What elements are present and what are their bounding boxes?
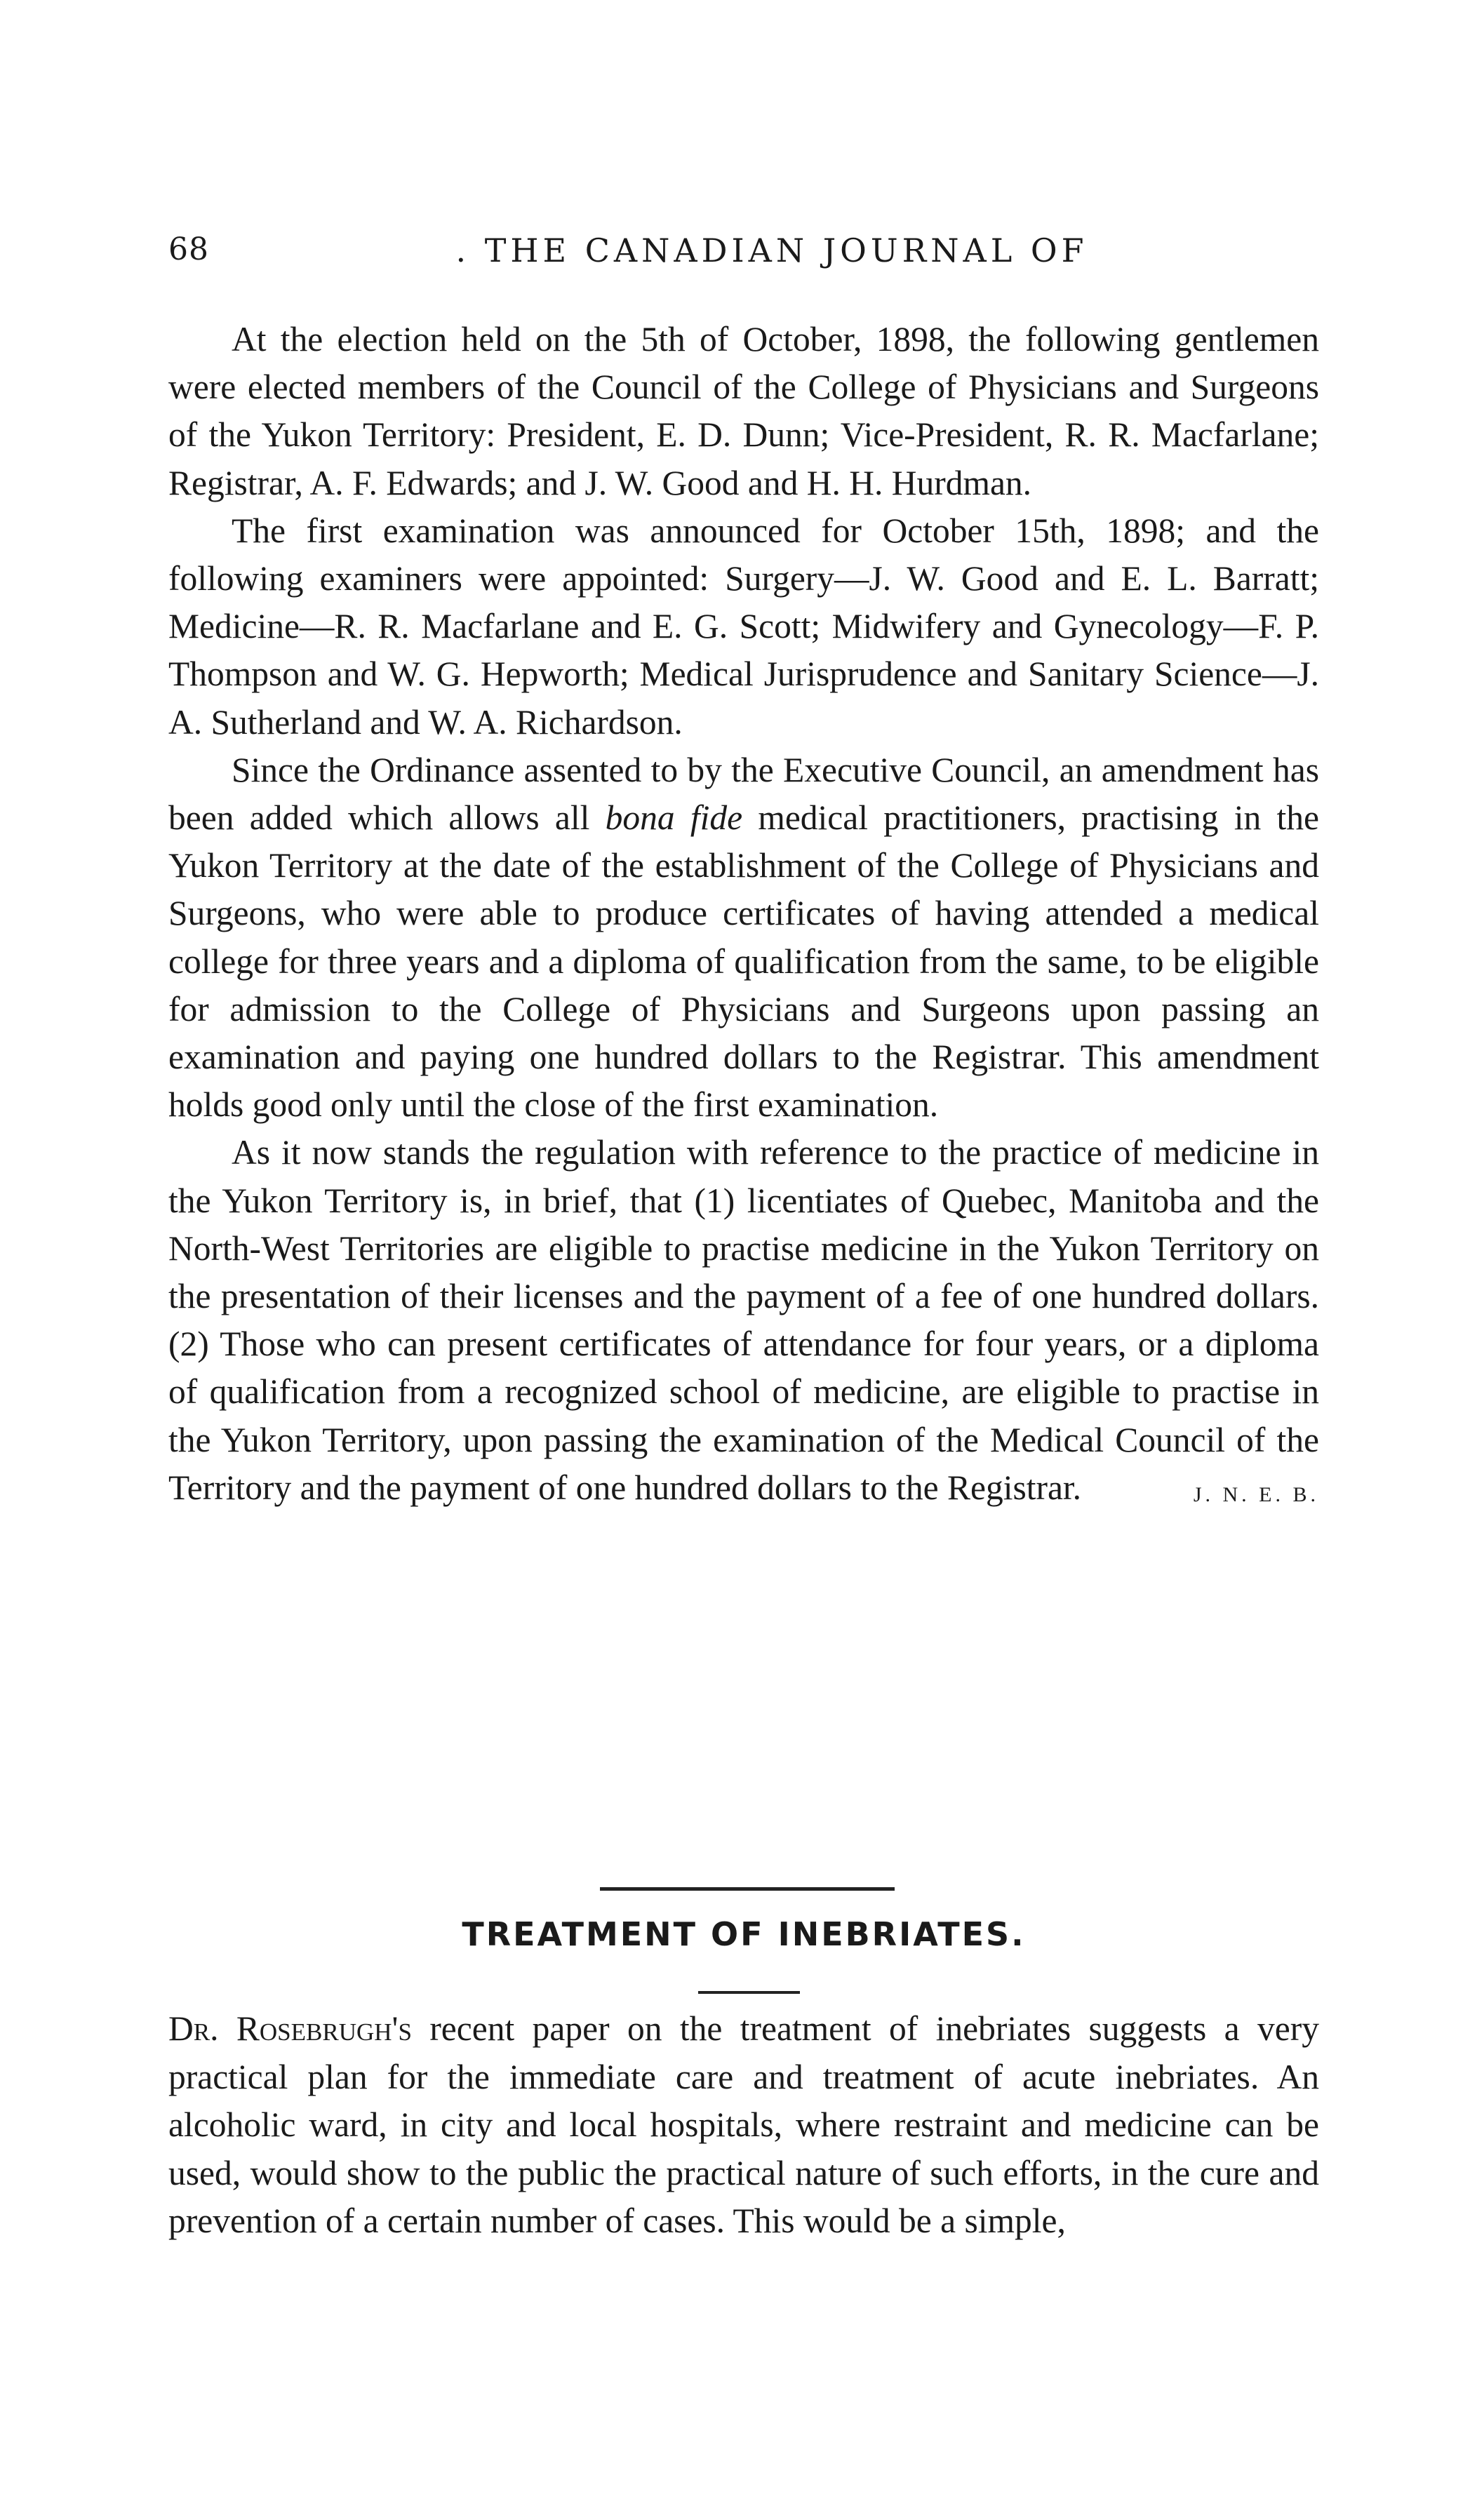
running-head: . THE CANADIAN JOURNAL OF [455,232,1088,269]
inebriates-text: recent paper on the treatment of inebriates suggests a very practical plan for the immediate care and treatment of acute inebriates. An alcoholic ward, in city and local hospitals, where restraint and medicine can be used, would show to the public the practical nature of such efforts, in the cure and prevention of a certain number of cases. This would be a simple, [168,2009,1319,2240]
section-divider-rule [600,1887,895,1891]
author-name-lead: Dr. Rosebrugh's [168,2009,412,2048]
paragraph-amendment [168,746,1319,1130]
page-number: 68 [168,232,209,267]
bona-fide-italic: bona fide [605,798,743,838]
paragraph-election: At the election held on the 5th of October, 1898, the following gentlemen were elected members of the Council of the College of Physicians and Surgeons of the Yukon Territory: President, E. D. Dunn; Vice-President, R. R. Macfarlane; Registrar, A. F. Edwards; and J. W. Good and H. H. Hurdman. [168,320,1319,502]
paragraph-inebriates [168,2005,1319,2246]
amendment-text-start: Since the Ordinance assented to by the Executive Council, an amendment has been added which allows all [168,750,1319,838]
page-header [168,232,1319,281]
inebriates-body [168,2005,1319,2246]
paragraph-regulation [168,1129,1319,1512]
article-body [168,316,1319,1519]
author-initials: J. N. E. B. [1193,1482,1319,1506]
amendment-text-end: medical practitioners, practising in the Yukon Territory at the date of the establishment of the College of Physicians and Surgeons, who were able to produce certificates of having attended a medical college for three years and a diploma of qualification from the same, to be eligible for admission to the College of Physicians and Surgeons upon passing an examination and paying one hundred dollars to the Registrar. This amendment holds good only until the close of the first examination. [168,798,1319,1125]
title-underline-rule [698,1991,800,1994]
section-title: TREATMENT OF INEBRIATES. [462,1915,1026,1953]
paragraph-examination: The first examination was announced for October 15th, 1898; and the following examiners were appointed: Surgery—J. W. Good and E. L. Barratt; Medicine—R. R. Macfarlane and E. G. Scott; Midwifery and Gynecology—F. P. Thompson and W. G. Hepworth; Medical Jurisprudence and Sanitary Science—J. A. Sutherland and W. A. Richardson. [168,511,1319,742]
regulation-text: As it now stands the regulation with reference to the practice of medicine in the Yukon Territory is, in brief, that (1) licentiates of Quebec, Manitoba and the North-West Territories are eligible to practise medicine in the Yukon Territory on the presentation of their licenses and the payment of a fee of one hundred dollars. (2) Those who can present certificates of attendance for four years, or a diploma of qualification from a recognized school of medicine, are eligible to practise in the Yukon Territory, upon passing the examination of the Medical Council of the Territory and the payment of one hundred dollars to the Registrar. [168,1133,1319,1507]
